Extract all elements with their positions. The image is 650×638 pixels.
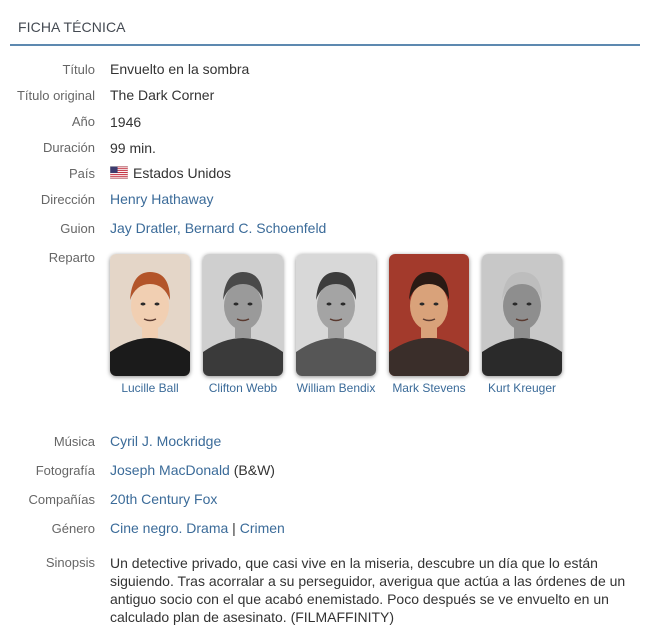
cast-photo[interactable] [203, 254, 283, 376]
synopsis-text: Un detective privado, que casi vive en la miseria, descubre un día que lo están siguiendo. Tras acorralar a su perseguidor, averigua que actúa a las órdenes de un antiguo socio con el que acabó enemistado. Poco después se ve envuelto en un calculado plan de asesinato. (FILMAFFINITY) [110, 555, 626, 625]
genre-link[interactable]: Cine negro [110, 520, 179, 536]
titulo-value: Envuelto en la sombra [110, 61, 250, 77]
cinematographer-link[interactable]: Joseph MacDonald [110, 462, 230, 478]
ficha-tecnica-header [10, 10, 640, 46]
guion-value [110, 220, 326, 236]
composer-link[interactable]: Cyril J. Mockridge [110, 433, 222, 449]
duracion-value: 99 min. [110, 140, 156, 156]
portrait-image [296, 254, 376, 376]
genre-link[interactable]: Crimen [239, 520, 285, 536]
sinopsis-label: Sinopsis [45, 555, 95, 570]
titulo-original-label: Título original [16, 88, 95, 103]
writer-link[interactable]: Bernard C. Schoenfeld [184, 220, 327, 236]
fotografia-value [110, 462, 275, 478]
section-title: FICHA TÉCNICA [18, 19, 126, 35]
reparto-label: Reparto [48, 250, 95, 265]
pais-value [110, 165, 231, 181]
cast-photo[interactable] [482, 254, 562, 376]
portrait-image [110, 254, 190, 376]
genre-link[interactable]: Drama [186, 520, 229, 536]
genero-label: Género [51, 521, 95, 536]
titulo-original-value: The Dark Corner [110, 87, 215, 103]
direccion-label: Dirección [40, 192, 95, 207]
fotografia-label: Fotografía [35, 463, 95, 478]
cast-name-link[interactable]: Clifton Webb [208, 381, 278, 395]
genre-separator: . [178, 520, 187, 536]
pais-label: País [68, 166, 95, 181]
cast-photo[interactable] [110, 254, 190, 376]
portrait-image [389, 254, 469, 376]
pais-name: Estados Unidos [133, 165, 232, 181]
cast-photo[interactable] [296, 254, 376, 376]
writer-link[interactable]: Jay Dratler [110, 220, 177, 236]
writer-separator: , [176, 220, 185, 236]
musica-label: Música [53, 434, 95, 449]
companias-label: Compañías [28, 492, 95, 507]
company-link[interactable]: 20th Century Fox [110, 491, 218, 507]
portrait-image [203, 254, 283, 376]
cast-name-link[interactable]: Lucille Ball [121, 381, 179, 395]
director-link[interactable]: Henry Hathaway [110, 191, 214, 207]
cast-name-link[interactable]: William Bendix [296, 381, 376, 395]
anio-label: Año [71, 114, 95, 129]
anio-value: 1946 [110, 114, 142, 130]
cast-name-link[interactable]: Kurt Kreuger [487, 381, 557, 395]
titulo-label: Título [62, 62, 95, 77]
cast-photo[interactable] [389, 254, 469, 376]
usa-flag-icon [110, 166, 128, 179]
guion-label: Guion [60, 221, 95, 236]
genre-pipe: | [228, 520, 240, 536]
cast-name-link[interactable]: Mark Stevens [392, 381, 466, 395]
duracion-label: Duración [42, 140, 95, 155]
color-note: (B&W) [233, 462, 275, 478]
portrait-image [482, 254, 562, 376]
genero-value [110, 520, 285, 536]
